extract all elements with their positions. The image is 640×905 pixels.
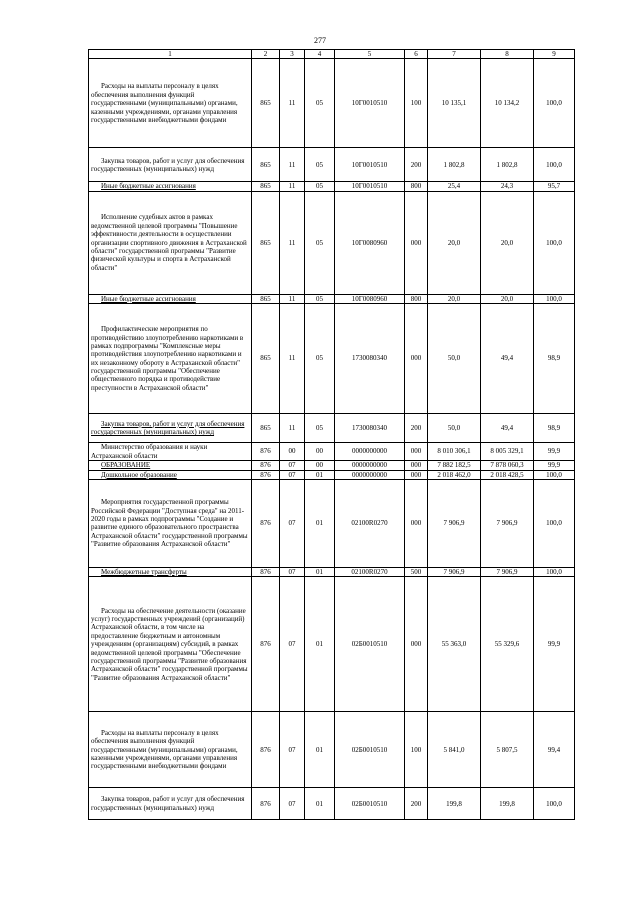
row-name-cell — [89, 788, 252, 820]
row-value-cell: 95,7 — [534, 182, 575, 191]
row-name-text: Исполнение судебных актов в рамках ведомственной целевой программы "Повышение эффективности деятельности в осуществлении организации спортивного движения в Астраханской области" государственной программы "Развитие физической культуры и спорта в Астраханской области" — [91, 213, 247, 272]
row-value-cell: 07 — [280, 577, 305, 712]
column-header: 6 — [405, 50, 428, 59]
table-row — [89, 294, 575, 303]
row-name-text: Закупка товаров, работ и услуг для обеспечения государственных (муниципальных) нужд — [91, 419, 245, 437]
row-value-cell: 100,0 — [534, 191, 575, 294]
row-value-cell: 11 — [280, 191, 305, 294]
row-value-cell: 0000000000 — [335, 470, 405, 479]
row-name-cell — [89, 148, 252, 182]
row-name-text: Иные бюджетные ассигнования — [101, 182, 196, 191]
row-value-cell: 8 005 329,1 — [481, 443, 534, 461]
row-value-cell: 100,0 — [534, 59, 575, 148]
table-row — [89, 304, 575, 414]
row-value-cell: 1 802,8 — [481, 148, 534, 182]
row-value-cell: 865 — [252, 191, 280, 294]
row-value-cell: 876 — [252, 567, 280, 576]
row-value-cell: 10Г0080960 — [335, 294, 405, 303]
row-value-cell: 100,0 — [534, 788, 575, 820]
row-value-cell: 7 906,9 — [481, 479, 534, 567]
row-value-cell: 100 — [405, 712, 428, 788]
row-name-cell — [89, 443, 252, 461]
row-name-cell — [89, 59, 252, 148]
row-name-cell — [89, 567, 252, 576]
row-value-cell: 05 — [305, 59, 335, 148]
row-value-cell: 11 — [280, 59, 305, 148]
table-row — [89, 182, 575, 191]
row-value-cell: 800 — [405, 294, 428, 303]
row-value-cell: 98,9 — [534, 414, 575, 443]
row-value-cell: 55 363,0 — [428, 577, 481, 712]
row-value-cell: 5 841,0 — [428, 712, 481, 788]
row-name-text: Межбюджетные трансферты — [101, 567, 187, 576]
row-value-cell: 000 — [405, 479, 428, 567]
row-value-cell: 01 — [305, 577, 335, 712]
table-row — [89, 712, 575, 788]
row-value-cell: 199,8 — [481, 788, 534, 820]
row-value-cell: 05 — [305, 191, 335, 294]
row-value-cell: 20,0 — [428, 294, 481, 303]
row-value-cell: 10 134,2 — [481, 59, 534, 148]
row-value-cell: 100 — [405, 59, 428, 148]
row-value-cell: 876 — [252, 470, 280, 479]
row-value-cell: 500 — [405, 567, 428, 576]
row-name-cell — [89, 304, 252, 414]
row-name-text: Расходы на обеспечение деятельности (оказание услуг) государственных учреждений (организаций) Астраханской области, в том числе на предоставление бюджетным и автономным учреждениям (организациям) субсидий, в рамках ведомственной целевой программы "Обеспечение государственной программы "Развитие образования Астраханской области" государственной программы "Развитие образования Астраханской области" — [91, 606, 248, 682]
row-value-cell: 865 — [252, 304, 280, 414]
row-name-text: Расходы на выплаты персоналу в целях обеспечения выполнения функций государственными (муниципальными) органами, казенными учреждениями, органами управления государственными внебюджетными фондами — [91, 82, 238, 124]
row-value-cell: 876 — [252, 461, 280, 470]
row-value-cell: 00 — [280, 443, 305, 461]
row-value-cell: 01 — [305, 567, 335, 576]
row-value-cell: 10 135,1 — [428, 59, 481, 148]
row-name-text: Закупка товаров, работ и услуг для обеспечения государственных (муниципальных) нужд — [91, 795, 245, 812]
table-row — [89, 577, 575, 712]
column-number-row — [89, 50, 575, 59]
row-name-text: Дошкольное образование — [101, 470, 177, 479]
row-value-cell: 0000000000 — [335, 461, 405, 470]
row-value-cell: 876 — [252, 479, 280, 567]
budget-table — [88, 49, 575, 820]
row-name-text: ОБРАЗОВАНИЕ — [101, 461, 151, 470]
row-value-cell: 11 — [280, 414, 305, 443]
row-value-cell: 1 802,8 — [428, 148, 481, 182]
column-header: 3 — [280, 50, 305, 59]
row-value-cell: 10Г0010510 — [335, 182, 405, 191]
row-value-cell: 10Г0010510 — [335, 59, 405, 148]
row-value-cell: 99,4 — [534, 712, 575, 788]
row-value-cell: 100,0 — [534, 148, 575, 182]
table-row — [89, 191, 575, 294]
column-header: 7 — [428, 50, 481, 59]
table-row — [89, 788, 575, 820]
row-name-cell — [89, 712, 252, 788]
row-value-cell: 000 — [405, 577, 428, 712]
row-value-cell: 02100R0270 — [335, 479, 405, 567]
row-value-cell: 876 — [252, 788, 280, 820]
row-value-cell: 02Б0010510 — [335, 788, 405, 820]
row-value-cell: 25,4 — [428, 182, 481, 191]
row-value-cell: 55 329,6 — [481, 577, 534, 712]
row-value-cell: 000 — [405, 461, 428, 470]
row-value-cell: 20,0 — [481, 191, 534, 294]
table-row — [89, 470, 575, 479]
column-header: 2 — [252, 50, 280, 59]
row-value-cell: 01 — [305, 470, 335, 479]
row-value-cell: 100,0 — [534, 470, 575, 479]
row-value-cell: 100,0 — [534, 294, 575, 303]
row-value-cell: 000 — [405, 304, 428, 414]
row-value-cell: 01 — [305, 712, 335, 788]
row-value-cell: 200 — [405, 788, 428, 820]
row-value-cell: 000 — [405, 470, 428, 479]
row-value-cell: 11 — [280, 182, 305, 191]
row-name-cell — [89, 470, 252, 479]
row-value-cell: 07 — [280, 788, 305, 820]
row-value-cell: 11 — [280, 294, 305, 303]
row-value-cell: 20,0 — [481, 294, 534, 303]
row-value-cell: 200 — [405, 148, 428, 182]
row-value-cell: 876 — [252, 712, 280, 788]
row-value-cell: 05 — [305, 294, 335, 303]
row-value-cell: 98,9 — [534, 304, 575, 414]
row-value-cell: 5 807,5 — [481, 712, 534, 788]
row-value-cell: 876 — [252, 577, 280, 712]
row-value-cell: 000 — [405, 191, 428, 294]
row-name-text: Министерство образования и науки Астраханской области — [91, 443, 208, 460]
row-value-cell: 7 882 182,5 — [428, 461, 481, 470]
row-value-cell: 7 906,9 — [428, 479, 481, 567]
row-value-cell: 07 — [280, 567, 305, 576]
row-name-cell — [89, 182, 252, 191]
row-value-cell: 05 — [305, 414, 335, 443]
table-row — [89, 414, 575, 443]
row-value-cell: 99,9 — [534, 577, 575, 712]
column-header: 5 — [335, 50, 405, 59]
row-name-text: Расходы на выплаты персоналу в целях обеспечения выполнения функций государственными (муниципальными) органами, казенными учреждениями, органами управления государственными внебюджетными фондами — [91, 728, 238, 771]
row-value-cell: 199,8 — [428, 788, 481, 820]
row-value-cell: 01 — [305, 479, 335, 567]
row-value-cell: 20,0 — [428, 191, 481, 294]
row-name-text: Иные бюджетные ассигнования — [101, 294, 196, 303]
table-row — [89, 479, 575, 567]
row-value-cell: 865 — [252, 414, 280, 443]
column-header: 9 — [534, 50, 575, 59]
row-value-cell: 00 — [305, 461, 335, 470]
row-value-cell: 05 — [305, 304, 335, 414]
row-value-cell: 02Б0010510 — [335, 577, 405, 712]
column-header: 4 — [305, 50, 335, 59]
table-row — [89, 148, 575, 182]
row-value-cell: 11 — [280, 304, 305, 414]
table-row — [89, 461, 575, 470]
row-value-cell: 05 — [305, 148, 335, 182]
row-value-cell: 7 878 060,3 — [481, 461, 534, 470]
row-value-cell: 07 — [280, 461, 305, 470]
row-value-cell: 07 — [280, 479, 305, 567]
column-header: 8 — [481, 50, 534, 59]
row-value-cell: 200 — [405, 414, 428, 443]
row-value-cell: 99,9 — [534, 443, 575, 461]
row-value-cell: 99,9 — [534, 461, 575, 470]
column-header: 1 — [89, 50, 252, 59]
table-row — [89, 59, 575, 148]
row-name-text: Закупка товаров, работ и услуг для обеспечения государственных (муниципальных) нужд — [91, 156, 245, 173]
row-name-cell — [89, 191, 252, 294]
row-value-cell: 1730080340 — [335, 414, 405, 443]
row-value-cell: 49,4 — [481, 304, 534, 414]
row-name-cell — [89, 479, 252, 567]
row-value-cell: 07 — [280, 470, 305, 479]
row-value-cell: 10Г0080960 — [335, 191, 405, 294]
row-name-text: Профилактические мероприятия по противодействию злоупотреблению наркотиками в рамках подпрограммы "Комплексные меры противодействия злоупотреблению наркотиками и их незаконному обороту в Астраханской области" государственной программы "Обеспечение общественного порядка и противодействие преступности в Астраханской области" — [91, 325, 244, 392]
row-value-cell: 50,0 — [428, 304, 481, 414]
row-value-cell: 800 — [405, 182, 428, 191]
row-value-cell: 865 — [252, 148, 280, 182]
row-value-cell: 865 — [252, 182, 280, 191]
row-value-cell: 100,0 — [534, 567, 575, 576]
row-value-cell: 1730080340 — [335, 304, 405, 414]
row-value-cell: 876 — [252, 443, 280, 461]
row-value-cell: 02Б0010510 — [335, 712, 405, 788]
row-value-cell: 000 — [405, 443, 428, 461]
row-name-text: Мероприятия государственной программы Российской Федерации "Доступная среда" на 2011-2020 годы в рамках подпрограммы "Создание и развитие единого образовательного пространства Астраханской области" государственной программы "Развитие образования Астраханской области" — [91, 498, 248, 549]
row-value-cell: 100,0 — [534, 479, 575, 567]
row-name-cell — [89, 461, 252, 470]
page-number: 277 — [314, 36, 326, 45]
row-value-cell: 8 010 306,1 — [428, 443, 481, 461]
row-value-cell: 0000000000 — [335, 443, 405, 461]
row-value-cell: 49,4 — [481, 414, 534, 443]
row-name-cell — [89, 414, 252, 443]
row-value-cell: 865 — [252, 59, 280, 148]
table-row — [89, 567, 575, 576]
row-value-cell: 11 — [280, 148, 305, 182]
row-value-cell: 10Г0010510 — [335, 148, 405, 182]
row-value-cell: 865 — [252, 294, 280, 303]
row-value-cell: 50,0 — [428, 414, 481, 443]
table-row — [89, 443, 575, 461]
row-name-cell — [89, 577, 252, 712]
row-value-cell: 7 906,9 — [428, 567, 481, 576]
row-value-cell: 07 — [280, 712, 305, 788]
row-value-cell: 2 018 462,0 — [428, 470, 481, 479]
row-value-cell: 05 — [305, 182, 335, 191]
row-value-cell: 2 018 428,5 — [481, 470, 534, 479]
row-name-cell — [89, 294, 252, 303]
row-value-cell: 00 — [305, 443, 335, 461]
row-value-cell: 7 906,9 — [481, 567, 534, 576]
row-value-cell: 24,3 — [481, 182, 534, 191]
row-value-cell: 02100R0270 — [335, 567, 405, 576]
row-value-cell: 01 — [305, 788, 335, 820]
